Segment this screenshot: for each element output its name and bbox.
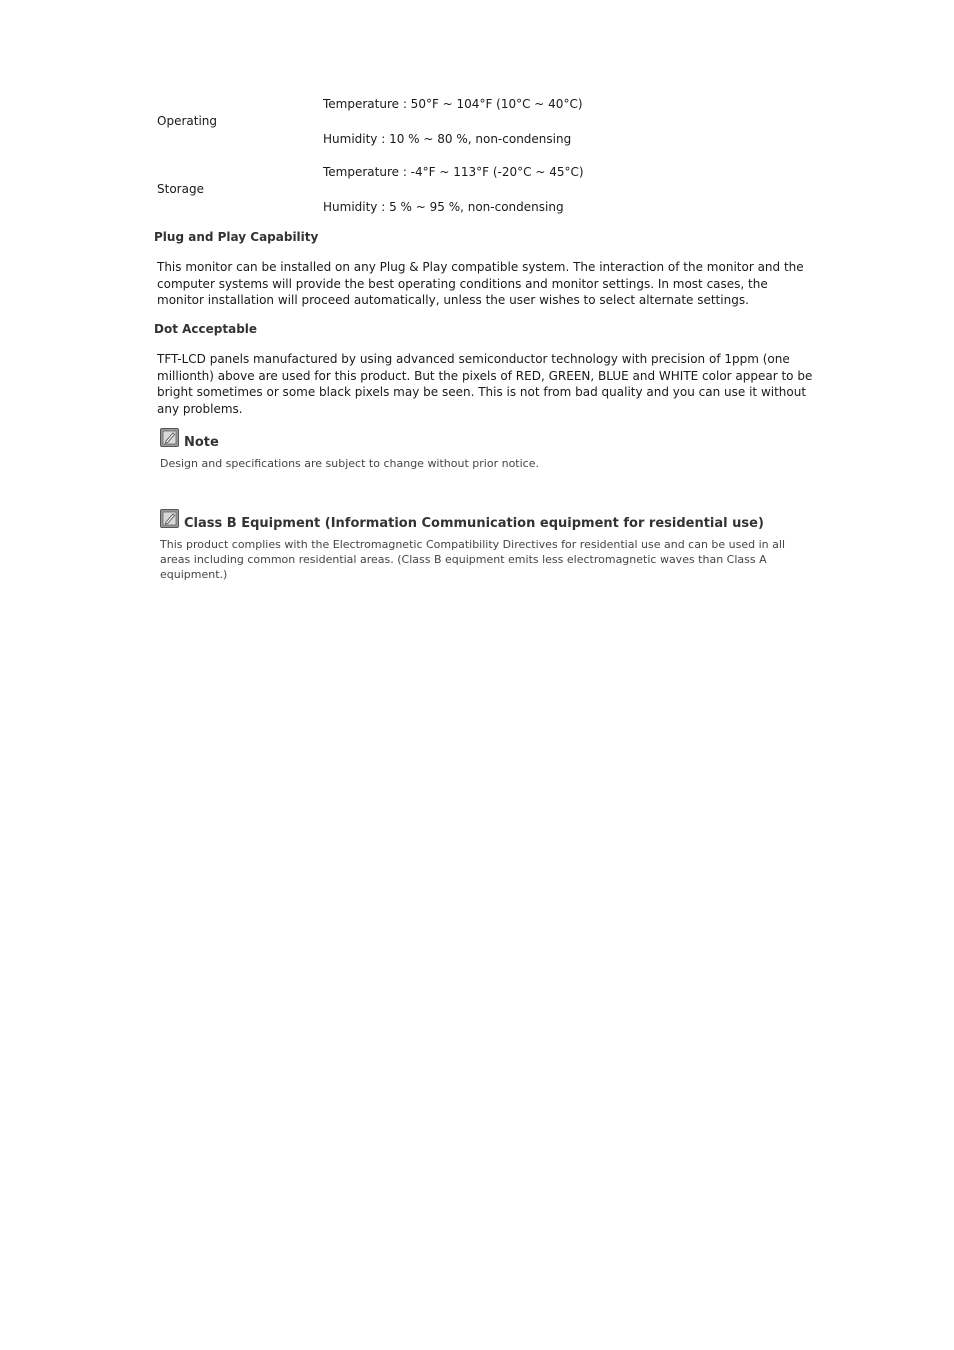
dot-acceptable-heading: Dot Acceptable xyxy=(154,322,258,336)
operating-label: Operating xyxy=(157,114,217,128)
operating-temperature: Temperature : 50°F ~ 104°F (10°C ~ 40°C) xyxy=(323,97,583,111)
plug-and-play-heading: Plug and Play Capability xyxy=(154,230,319,244)
class-b-text: This product complies with the Electromagnetic Compatibility Directives for residential use and can be used in all areas including common residential areas. (Class B equipment emits less electromagnetic waves than Class A equipment.) xyxy=(160,538,785,581)
plug-and-play-text: This monitor can be installed on any Plug & Play compatible system. The interaction of the monitor and the computer systems will provide the best operating conditions and monitor settings. In most cases, the monitor installation will proceed automatically, unless the user wishes to select alternate settings. xyxy=(157,260,804,307)
class-b-title: Class B Equipment (Information Communication equipment for residential use) xyxy=(184,516,764,531)
operating-humidity: Humidity : 10 % ~ 80 %, non-condensing xyxy=(323,132,572,146)
note-title: Note xyxy=(184,435,219,450)
note-pencil-icon xyxy=(160,509,179,528)
storage-label: Storage xyxy=(157,182,204,196)
note-text: Design and specifications are subject to change without prior notice. xyxy=(160,457,539,470)
note-pencil-icon xyxy=(160,428,179,447)
storage-temperature: Temperature : -4°F ~ 113°F (-20°C ~ 45°C) xyxy=(323,165,584,179)
dot-acceptable-text: TFT-LCD panels manufactured by using advanced semiconductor technology with precision of 1ppm (one millionth) above are used for this product. But the pixels of RED, GREEN, BLUE and WHITE color appear to be bright sometimes or some black pixels may be seen. This is not from bad quality and you can use it without any problems. xyxy=(157,352,813,416)
storage-humidity: Humidity : 5 % ~ 95 %, non-condensing xyxy=(323,200,564,214)
